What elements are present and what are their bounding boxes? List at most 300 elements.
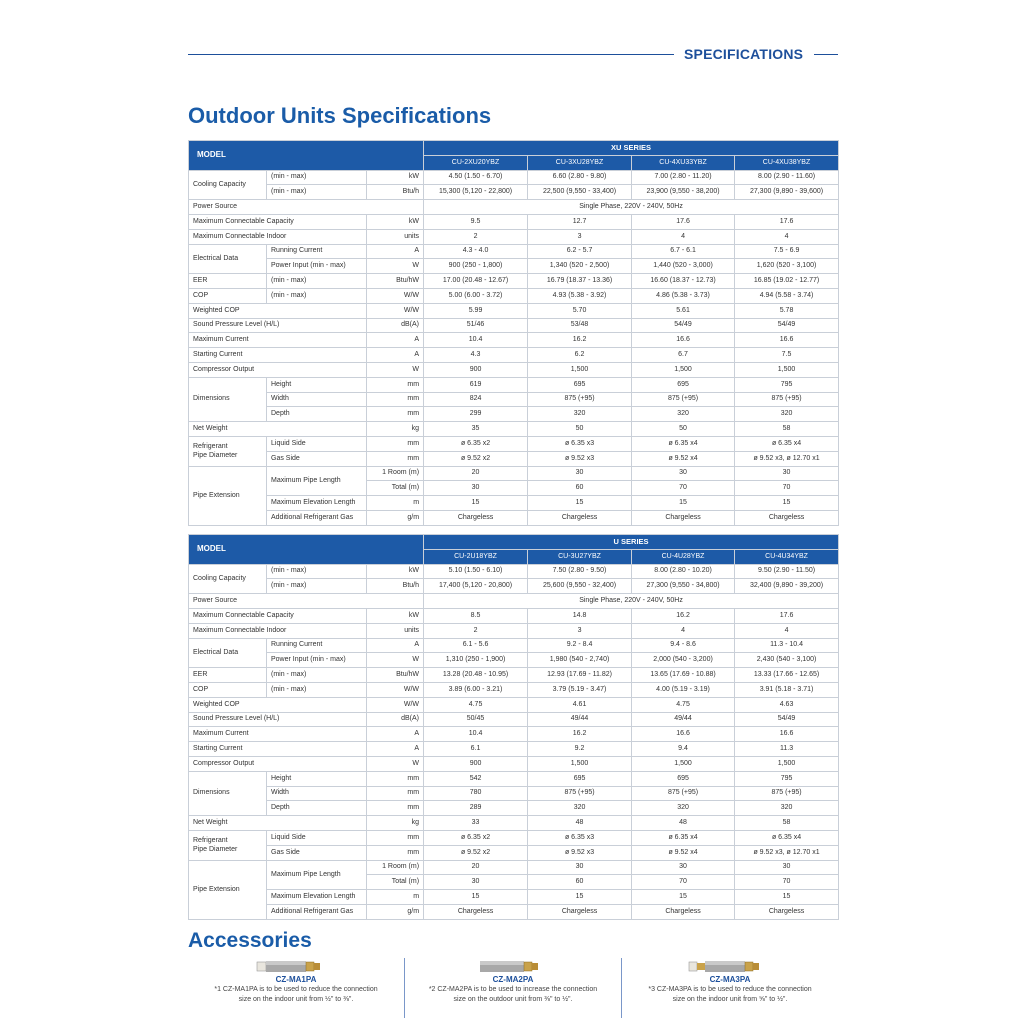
cell: 875 (+95) xyxy=(735,786,839,801)
header-rule-right xyxy=(814,54,838,55)
cell: 70 xyxy=(632,481,735,496)
cell: 1,310 (250 - 1,900) xyxy=(424,653,528,668)
cell: 320 xyxy=(632,407,735,422)
cell: 6.60 (2.80 - 9.80) xyxy=(528,170,632,185)
cell: 4.3 xyxy=(424,348,528,363)
cell: 13.33 (17.66 - 12.65) xyxy=(735,668,839,683)
cell: 1,980 (540 - 2,740) xyxy=(528,653,632,668)
cell: 50/45 xyxy=(424,712,528,727)
row-sublabel: Additional Refrigerant Gas xyxy=(267,510,367,525)
row-sublabel: Liquid Side xyxy=(267,830,367,845)
cell: 30 xyxy=(528,466,632,481)
accessory-note: size on the indoor unit from ½" to ⅜". xyxy=(238,996,354,1003)
model-name: CU-3U27YBZ xyxy=(528,549,632,564)
cell: 4.86 (5.38 - 3.73) xyxy=(632,288,735,303)
row-unit: kW xyxy=(367,214,424,229)
cell: 780 xyxy=(424,786,528,801)
cell: 48 xyxy=(632,816,735,831)
cell: 15,300 (5,120 - 22,800) xyxy=(424,185,528,200)
cell: Chargeless xyxy=(632,904,735,919)
accessory-note: size on the outdoor unit from ⅜" to ½". xyxy=(453,996,573,1003)
cell: 49/44 xyxy=(528,712,632,727)
cell: 3 xyxy=(528,229,632,244)
cell: 875 (+95) xyxy=(528,392,632,407)
row-sublabel: Depth xyxy=(267,407,367,422)
cell: 15 xyxy=(735,496,839,511)
cell: 900 xyxy=(424,362,528,377)
cell: 3.79 (5.19 - 3.47) xyxy=(528,682,632,697)
cell: 542 xyxy=(424,771,528,786)
row-unit: Total (m) xyxy=(367,481,424,496)
section-heading: SPECIFICATIONS xyxy=(684,46,804,62)
cell: 9.4 - 8.6 xyxy=(632,638,735,653)
cell: 8.00 (2.90 - 11.60) xyxy=(735,170,839,185)
cell: 22,500 (9,550 - 33,400) xyxy=(528,185,632,200)
header-rule-left xyxy=(188,54,674,55)
cell: 1,500 xyxy=(528,756,632,771)
row-unit: W xyxy=(367,362,424,377)
accessory-name: CZ-MA2PA xyxy=(492,975,534,984)
cell: 695 xyxy=(528,377,632,392)
cell: 2 xyxy=(424,229,528,244)
cell: 6.7 xyxy=(632,348,735,363)
cell: 9.2 xyxy=(528,742,632,757)
refrigerant-label-line2: Pipe Diameter xyxy=(193,452,238,460)
row-sublabel: Height xyxy=(267,771,367,786)
row-label: Power Source xyxy=(189,200,424,215)
row-label: Pipe Extension xyxy=(189,466,267,525)
row-unit: A xyxy=(367,244,424,259)
row-label: Maximum Connectable Indoor xyxy=(189,623,367,638)
cell: 7.5 - 6.9 xyxy=(735,244,839,259)
cell: 4.61 xyxy=(528,697,632,712)
cell: 17.6 xyxy=(735,214,839,229)
row-unit: A xyxy=(367,742,424,757)
row-label: Maximum Current xyxy=(189,333,367,348)
cell: 30 xyxy=(528,860,632,875)
row-unit: mm xyxy=(367,771,424,786)
cell: 320 xyxy=(632,801,735,816)
row-sublabel: (min - max) xyxy=(267,579,367,594)
accessory-name: CZ-MA3PA xyxy=(709,975,751,984)
cell: 11.3 xyxy=(735,742,839,757)
row-unit: W xyxy=(367,756,424,771)
row-sublabel: Running Current xyxy=(267,638,367,653)
row-unit: kg xyxy=(367,816,424,831)
cell: 4.94 (5.58 - 3.74) xyxy=(735,288,839,303)
cell: 16.6 xyxy=(735,333,839,348)
cell: 4.63 xyxy=(735,697,839,712)
xu-series-table xyxy=(188,140,839,526)
cell: 6.2 - 5.7 xyxy=(528,244,632,259)
row-sublabel: Width xyxy=(267,392,367,407)
refrigerant-label-line1: Refrigerant xyxy=(193,443,228,451)
cell: 10.4 xyxy=(424,333,528,348)
cell: 3.89 (6.00 - 3.21) xyxy=(424,682,528,697)
cell: 58 xyxy=(735,422,839,437)
accessory-name: CZ-MA1PA xyxy=(275,975,317,984)
cell: 5.10 (1.50 - 6.10) xyxy=(424,564,528,579)
row-unit: mm xyxy=(367,830,424,845)
row-label: Maximum Connectable Capacity xyxy=(189,608,367,623)
cell: 4.00 (5.19 - 3.19) xyxy=(632,682,735,697)
row-label: Net Weight xyxy=(189,816,367,831)
row-label: Starting Current xyxy=(189,742,367,757)
cell: 5.00 (6.00 - 3.72) xyxy=(424,288,528,303)
cell: 4.75 xyxy=(424,697,528,712)
cell: 16.85 (19.02 - 12.77) xyxy=(735,274,839,289)
cell: 17.00 (20.48 - 12.67) xyxy=(424,274,528,289)
row-sublabel: (min - max) xyxy=(267,564,367,579)
cell: 1,340 (520 - 2,500) xyxy=(528,259,632,274)
model-name: CU-2U18YBZ xyxy=(424,549,528,564)
cell: 50 xyxy=(632,422,735,437)
accessory-note: *1 CZ-MA1PA is to be used to reduce the connection xyxy=(214,986,378,993)
cell: 54/49 xyxy=(632,318,735,333)
row-unit: A xyxy=(367,333,424,348)
cell: 875 (+95) xyxy=(735,392,839,407)
row-sublabel: Additional Refrigerant Gas xyxy=(267,904,367,919)
row-sublabel: Maximum Elevation Length xyxy=(267,496,367,511)
cell: ø 6.35 x2 xyxy=(424,830,528,845)
cell: 1,500 xyxy=(528,362,632,377)
page-title: Outdoor Units Specifications xyxy=(188,103,492,128)
row-unit: kW xyxy=(367,170,424,185)
power-source-value: Single Phase, 220V - 240V, 50Hz xyxy=(424,200,839,215)
cell: 60 xyxy=(528,481,632,496)
model-header: MODEL xyxy=(189,141,424,171)
row-unit: W/W xyxy=(367,303,424,318)
cell: 4 xyxy=(735,229,839,244)
cell: 16.2 xyxy=(528,727,632,742)
cell: 50 xyxy=(528,422,632,437)
cell: 20 xyxy=(424,860,528,875)
row-unit: W/W xyxy=(367,682,424,697)
cell: 320 xyxy=(528,407,632,422)
row-unit: kg xyxy=(367,422,424,437)
accessories-title: Accessories xyxy=(188,929,312,952)
cell: 35 xyxy=(424,422,528,437)
row-label: Maximum Current xyxy=(189,727,367,742)
row-sublabel: Liquid Side xyxy=(267,436,367,451)
cell: 824 xyxy=(424,392,528,407)
row-label: Electrical Data xyxy=(189,244,267,274)
cell: 695 xyxy=(528,771,632,786)
cell: 13.65 (17.69 - 10.88) xyxy=(632,668,735,683)
cell: ø 9.52 x3, ø 12.70 x1 xyxy=(735,845,839,860)
cell: 4 xyxy=(735,623,839,638)
cell: 16.2 xyxy=(528,333,632,348)
row-unit: Total (m) xyxy=(367,875,424,890)
cell: ø 6.35 x3 xyxy=(528,436,632,451)
row-label: Starting Current xyxy=(189,348,367,363)
cell: 2,430 (540 - 3,100) xyxy=(735,653,839,668)
cell: ø 9.52 x4 xyxy=(632,451,735,466)
cell: 15 xyxy=(424,496,528,511)
row-label: Power Source xyxy=(189,594,424,609)
row-unit: g/m xyxy=(367,510,424,525)
row-sublabel: (min - max) xyxy=(267,170,367,185)
cell: ø 6.35 x4 xyxy=(735,436,839,451)
cell: 9.50 (2.90 - 11.50) xyxy=(735,564,839,579)
cell: 320 xyxy=(735,407,839,422)
row-label: Sound Pressure Level (H/L) xyxy=(189,318,367,333)
cell: 4.3 - 4.0 xyxy=(424,244,528,259)
cell: 16.6 xyxy=(632,333,735,348)
row-label: Dimensions xyxy=(189,377,267,421)
cell: 2,000 (540 - 3,200) xyxy=(632,653,735,668)
row-label: Maximum Connectable Capacity xyxy=(189,214,367,229)
cell: 320 xyxy=(528,801,632,816)
cell: 20 xyxy=(424,466,528,481)
cell: ø 6.35 x3 xyxy=(528,830,632,845)
row-sublabel: Height xyxy=(267,377,367,392)
cell: 32,400 (9,890 - 39,200) xyxy=(735,579,839,594)
row-unit: units xyxy=(367,229,424,244)
row-unit: A xyxy=(367,727,424,742)
cell: 1,500 xyxy=(632,756,735,771)
cell: 48 xyxy=(528,816,632,831)
row-label: EER xyxy=(189,274,267,289)
cell: 30 xyxy=(735,860,839,875)
cell: 900 (250 - 1,800) xyxy=(424,259,528,274)
cell: ø 6.35 x4 xyxy=(632,830,735,845)
row-unit: mm xyxy=(367,436,424,451)
cell: 1,500 xyxy=(632,362,735,377)
cell: 695 xyxy=(632,377,735,392)
cell: 3 xyxy=(528,623,632,638)
cell: 9.5 xyxy=(424,214,528,229)
row-unit: W xyxy=(367,653,424,668)
row-label: Electrical Data xyxy=(189,638,267,668)
cell: 10.4 xyxy=(424,727,528,742)
cell: 5.99 xyxy=(424,303,528,318)
power-source-value: Single Phase, 220V - 240V, 50Hz xyxy=(424,594,839,609)
refrigerant-label-line1: Refrigerant xyxy=(193,837,228,845)
cell: 17,400 (5,120 - 20,800) xyxy=(424,579,528,594)
cell: 4 xyxy=(632,623,735,638)
model-name: CU-4U28YBZ xyxy=(632,549,735,564)
row-sublabel: Gas Side xyxy=(267,451,367,466)
cell: ø 9.52 x2 xyxy=(424,451,528,466)
cell: 875 (+95) xyxy=(632,786,735,801)
row-sublabel: Depth xyxy=(267,801,367,816)
cell: 695 xyxy=(632,771,735,786)
cell: 49/44 xyxy=(632,712,735,727)
u-series-table xyxy=(188,534,839,920)
adapter-fitting-icon xyxy=(685,958,775,975)
cell: 12.7 xyxy=(528,214,632,229)
row-label: Compressor Output xyxy=(189,756,367,771)
model-header: MODEL xyxy=(189,535,424,565)
row-unit: W/W xyxy=(367,288,424,303)
cell: 299 xyxy=(424,407,528,422)
row-unit: m xyxy=(367,496,424,511)
cell: 619 xyxy=(424,377,528,392)
model-name: CU-4XU38YBZ xyxy=(735,155,839,170)
cell: Chargeless xyxy=(528,510,632,525)
cell: 4.93 (5.38 - 3.92) xyxy=(528,288,632,303)
row-unit: Btu/h xyxy=(367,579,424,594)
cell: 30 xyxy=(424,481,528,496)
cell: 5.70 xyxy=(528,303,632,318)
cell: 16.2 xyxy=(632,608,735,623)
row-unit: mm xyxy=(367,392,424,407)
row-label: EER xyxy=(189,668,267,683)
cell: ø 6.35 x2 xyxy=(424,436,528,451)
row-label: COP xyxy=(189,288,267,303)
cell: 6.1 - 5.6 xyxy=(424,638,528,653)
cell: 8.5 xyxy=(424,608,528,623)
row-unit: mm xyxy=(367,786,424,801)
cell: Chargeless xyxy=(735,510,839,525)
row-unit: A xyxy=(367,638,424,653)
row-unit: mm xyxy=(367,801,424,816)
cell: 1,500 xyxy=(735,362,839,377)
row-label: Dimensions xyxy=(189,771,267,815)
cell: ø 6.35 x4 xyxy=(735,830,839,845)
cell: 60 xyxy=(528,875,632,890)
row-unit: kW xyxy=(367,564,424,579)
cell: 16.6 xyxy=(735,727,839,742)
cell: 30 xyxy=(735,466,839,481)
cell: 70 xyxy=(632,875,735,890)
row-unit: Btu/hW xyxy=(367,668,424,683)
row-unit: mm xyxy=(367,451,424,466)
cell: 70 xyxy=(735,481,839,496)
cell: 3.91 (5.18 - 3.71) xyxy=(735,682,839,697)
row-label: Compressor Output xyxy=(189,362,367,377)
cell: 14.8 xyxy=(528,608,632,623)
cell: 4.50 (1.50 - 6.70) xyxy=(424,170,528,185)
row-sublabel: Running Current xyxy=(267,244,367,259)
cell: 795 xyxy=(735,771,839,786)
cell: 15 xyxy=(424,890,528,905)
row-unit: W/W xyxy=(367,697,424,712)
model-name: CU-3XU28YBZ xyxy=(528,155,632,170)
cell: 33 xyxy=(424,816,528,831)
model-name: CU-4XU33YBZ xyxy=(632,155,735,170)
row-label: Pipe Extension xyxy=(189,860,267,919)
cell: 16.6 xyxy=(632,727,735,742)
cell: 1,620 (520 - 3,100) xyxy=(735,259,839,274)
accessory-note: size on the indoor unit from ⅝" to ½". xyxy=(672,996,788,1003)
row-sublabel: Power Input (min - max) xyxy=(267,259,367,274)
cell: ø 9.52 x3, ø 12.70 x1 xyxy=(735,451,839,466)
cell: 7.00 (2.80 - 11.20) xyxy=(632,170,735,185)
accessory-item xyxy=(188,958,404,1005)
row-unit: kW xyxy=(367,608,424,623)
cell: 54/49 xyxy=(735,318,839,333)
row-sublabel: Gas Side xyxy=(267,845,367,860)
cell: 15 xyxy=(632,496,735,511)
accessory-note: *2 CZ-MA2PA is to be used to increase the connection xyxy=(428,986,598,993)
cell: 13.28 (20.48 - 10.95) xyxy=(424,668,528,683)
cell: 30 xyxy=(632,860,735,875)
cell: 9.4 xyxy=(632,742,735,757)
cell: ø 9.52 x3 xyxy=(528,845,632,860)
row-sublabel: (min - max) xyxy=(267,682,367,697)
adapter-fitting-icon xyxy=(468,958,558,975)
cell: Chargeless xyxy=(735,904,839,919)
row-unit: dB(A) xyxy=(367,712,424,727)
cell: 900 xyxy=(424,756,528,771)
cell: 7.5 xyxy=(735,348,839,363)
cell: 5.78 xyxy=(735,303,839,318)
row-sublabel: Power Input (min - max) xyxy=(267,653,367,668)
accessory-item xyxy=(405,958,621,1005)
cell: 58 xyxy=(735,816,839,831)
row-unit: Btu/hW xyxy=(367,274,424,289)
cell: 54/49 xyxy=(735,712,839,727)
cell: 320 xyxy=(735,801,839,816)
row-sublabel: (min - max) xyxy=(267,274,367,289)
row-unit: g/m xyxy=(367,904,424,919)
row-unit: 1 Room (m) xyxy=(367,860,424,875)
row-unit: dB(A) xyxy=(367,318,424,333)
model-name: CU-2XU20YBZ xyxy=(424,155,528,170)
row-unit: Btu/h xyxy=(367,185,424,200)
cell: 6.2 xyxy=(528,348,632,363)
row-label: Weighted COP xyxy=(189,697,367,712)
cell: 7.50 (2.80 - 9.50) xyxy=(528,564,632,579)
cell: 23,900 (9,550 - 38,200) xyxy=(632,185,735,200)
row-sublabel: (min - max) xyxy=(267,185,367,200)
cell: ø 6.35 x4 xyxy=(632,436,735,451)
cell: 875 (+95) xyxy=(632,392,735,407)
series-header: XU SERIES xyxy=(424,141,839,156)
series-header: U SERIES xyxy=(424,535,839,550)
refrigerant-label-line2: Pipe Diameter xyxy=(193,846,238,854)
cell: 4.75 xyxy=(632,697,735,712)
row-unit: units xyxy=(367,623,424,638)
cell: 6.7 - 6.1 xyxy=(632,244,735,259)
cell: 15 xyxy=(528,890,632,905)
row-label xyxy=(189,830,267,860)
row-label: Maximum Connectable Indoor xyxy=(189,229,367,244)
row-label: Cooling Capacity xyxy=(189,170,267,200)
cell: 2 xyxy=(424,623,528,638)
row-sublabel: (min - max) xyxy=(267,668,367,683)
cell: ø 9.52 x3 xyxy=(528,451,632,466)
cell: 11.3 - 10.4 xyxy=(735,638,839,653)
cell: 1,500 xyxy=(735,756,839,771)
row-unit: mm xyxy=(367,377,424,392)
row-unit: m xyxy=(367,890,424,905)
row-label: Sound Pressure Level (H/L) xyxy=(189,712,367,727)
cell: 875 (+95) xyxy=(528,786,632,801)
cell: Chargeless xyxy=(632,510,735,525)
row-unit: mm xyxy=(367,845,424,860)
cell: 5.61 xyxy=(632,303,735,318)
adapter-fitting-icon xyxy=(251,958,341,975)
row-unit: A xyxy=(367,348,424,363)
cell: Chargeless xyxy=(528,904,632,919)
cell: 795 xyxy=(735,377,839,392)
row-label: Weighted COP xyxy=(189,303,367,318)
cell: 6.1 xyxy=(424,742,528,757)
row-sublabel: Maximum Elevation Length xyxy=(267,890,367,905)
cell: 53/48 xyxy=(528,318,632,333)
cell: 16.60 (18.37 - 12.73) xyxy=(632,274,735,289)
cell: Chargeless xyxy=(424,904,528,919)
row-unit: 1 Room (m) xyxy=(367,466,424,481)
cell: 30 xyxy=(632,466,735,481)
cell: 51/46 xyxy=(424,318,528,333)
cell: 4 xyxy=(632,229,735,244)
cell: Chargeless xyxy=(424,510,528,525)
cell: 15 xyxy=(632,890,735,905)
